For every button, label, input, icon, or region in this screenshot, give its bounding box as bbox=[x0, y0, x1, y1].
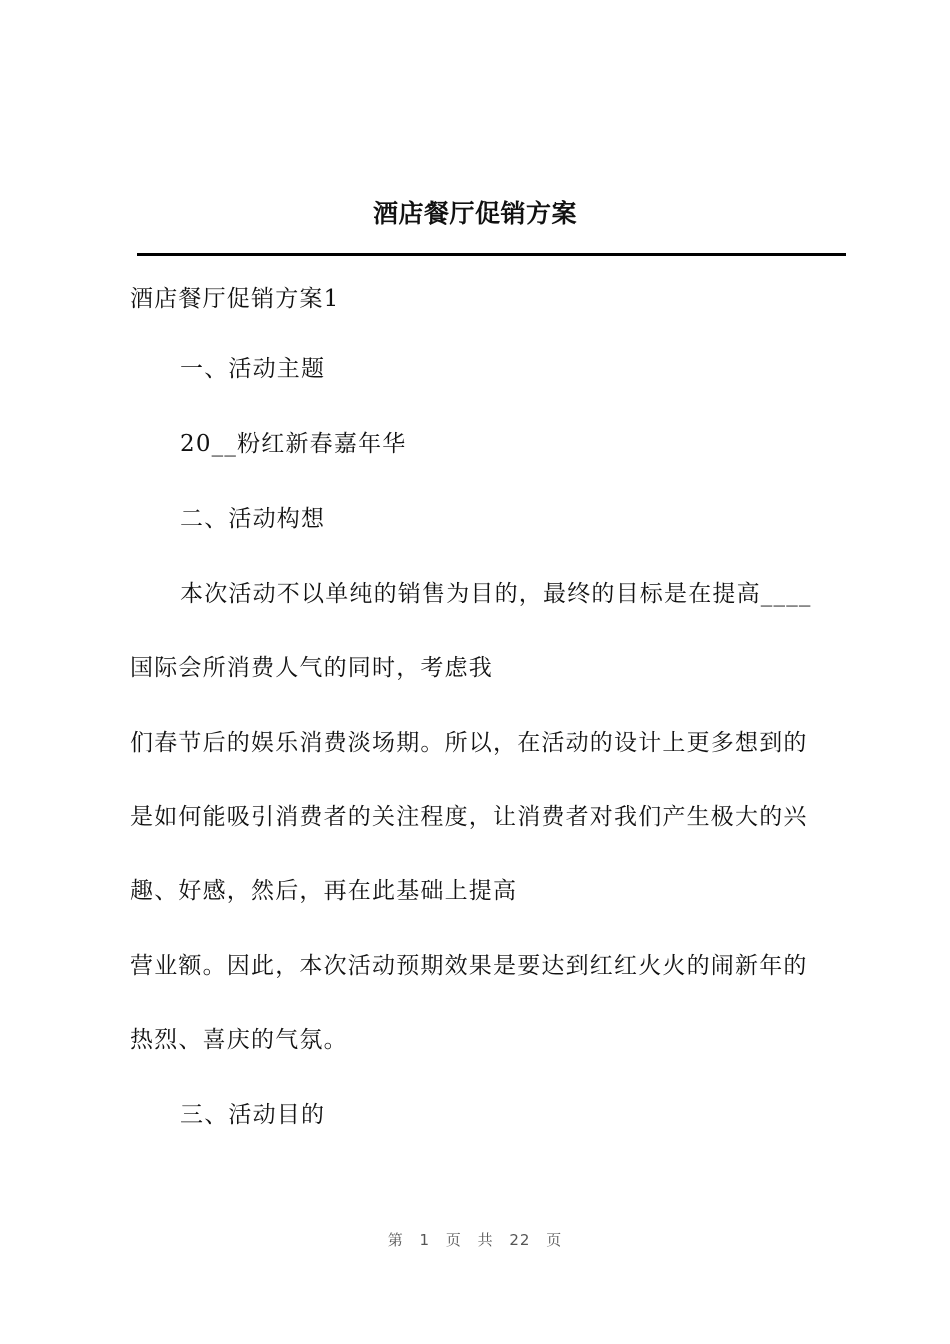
heading-activity-concept: 二、活动构想 bbox=[180, 506, 326, 532]
paragraph-line: 国际会所消费人气的同时，考虑我 bbox=[130, 655, 493, 681]
activity-theme-text: 20__粉红新春嘉年华 bbox=[180, 431, 407, 457]
paragraph-line: 热烈、喜庆的气氛。 bbox=[130, 1027, 348, 1053]
document-title: 酒店餐厅促销方案 bbox=[372, 199, 577, 228]
paragraph-line: 们春节后的娱乐消费淡场期。所以，在活动的设计上更多想到的 bbox=[130, 730, 808, 756]
page-number-footer: 第 1 页 共 22 页 bbox=[387, 1231, 563, 1249]
heading-activity-theme: 一、活动主题 bbox=[180, 356, 326, 382]
paragraph-line: 是如何能吸引消费者的关注程度，让消费者对我们产生极大的兴 bbox=[130, 804, 808, 830]
heading-activity-purpose: 三、活动目的 bbox=[180, 1102, 326, 1128]
paragraph-line: 营业额。因此，本次活动预期效果是要达到红红火火的闹新年的 bbox=[130, 953, 808, 979]
paragraph-line: 趣、好感，然后，再在此基础上提高 bbox=[130, 878, 518, 904]
paragraph-line: 本次活动不以单纯的销售为目的，最终的目标是在提高____ bbox=[180, 581, 812, 607]
section-heading-plan-1: 酒店餐厅促销方案1 bbox=[130, 286, 340, 312]
title-divider bbox=[137, 253, 846, 256]
